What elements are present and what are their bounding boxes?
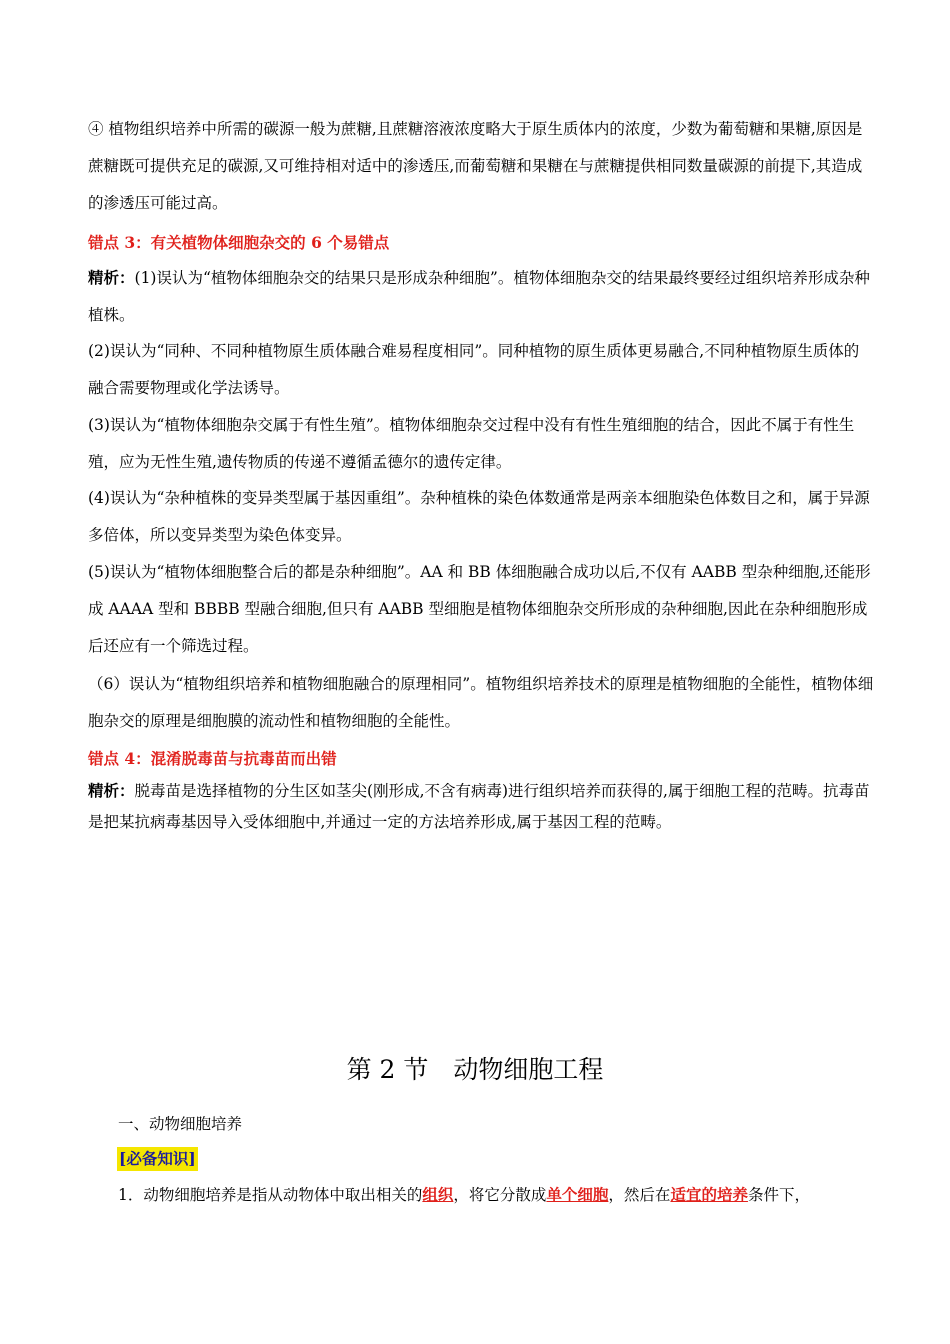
required-knowledge-tag: [必备知识] — [117, 1147, 198, 1171]
subsection-heading: 一、动物细胞培养 — [118, 1115, 243, 1133]
analysis-text: 脱毒苗是选择植物的分生区如茎尖(刚形成,不含有病毒)进行组织培养而获得的,属于细胞工程的范畴。抗毒苗是把某抗病毒基因导入受体细胞中,并通过一定的方法培养形成,属于基因工程的范畴。 — [88, 782, 870, 831]
keyword-tissue: 组织 — [422, 1185, 454, 1204]
keyword-culture-conditions: 适宜的培养 — [670, 1185, 748, 1204]
error-point-3-item-2: (2)误认为“同种、不同种植物原生质体融合难易程度相同”。同种植物的原生质体更易融合,不同种植物原生质体的融合需要物理或化学法诱导。 — [88, 342, 860, 397]
error-point-4-title: 错点 4：混淆脱毒苗与抗毒苗而出错 — [88, 749, 337, 768]
text-segment: ，将它分散成 — [453, 1186, 547, 1204]
section-title: 第 2 节 动物细胞工程 — [346, 1055, 604, 1084]
error-point-3-item-3: (3)误认为“植物体细胞杂交属于有性生殖”。植物体细胞杂交过程中没有有性生殖细胞的结合，因此不属于有性生殖，应为无性生殖,遗传物质的传递不遵循孟德尔的遗传定律。 — [88, 416, 855, 471]
paragraph-cell-culture-definition — [118, 1178, 878, 1212]
text-segment: 1．动物细胞培养是指从动物体中取出相关的 — [118, 1186, 423, 1204]
text-segment: ，然后在 — [608, 1186, 671, 1204]
error-point-4-analysis — [88, 775, 874, 838]
text-segment: 条件下， — [747, 1186, 810, 1204]
item-1-text: (1)误认为“植物体细胞杂交的结果只是形成杂种细胞”。植物体细胞杂交的结果最终要经过组织培养形成杂种植株。 — [88, 269, 870, 324]
error-point-4-heading — [88, 740, 874, 778]
paragraph-carbon-source: ④ 植物组织培养中所需的碳源一般为蔗糖,且蔗糖溶液浓度略大于原生质体内的浓度，少数为葡萄糖和果糖,原因是蔗糖既可提供充足的碳源,又可维持相对适中的渗透压,而葡萄糖和果糖在与蔗糖提供相同数量碳源的前提下,其造成的渗透压可能过高。 — [88, 120, 863, 212]
keyword-single-cell: 单个细胞 — [546, 1185, 609, 1204]
error-point-3-item-1 — [88, 259, 874, 334]
error-point-3-item-4: (4)误认为“杂种植株的变异类型属于基因重组”。杂种植株的染色体数通常是两亲本细胞染色体数目之和，属于异源多倍体，所以变异类型为染色体变异。 — [88, 489, 870, 544]
error-point-3-heading — [88, 224, 874, 262]
error-point-3-item-6: （6）误认为“植物组织培养和植物细胞融合的原理相同”。植物组织培养技术的原理是植物细胞的全能性，植物体细胞杂交的原理是细胞膜的流动性和植物细胞的全能性。 — [88, 675, 874, 730]
analysis-label: 精析： — [88, 781, 135, 800]
error-point-3-title: 错点 3：有关植物体细胞杂交的 6 个易错点 — [88, 233, 390, 252]
analysis-label: 精析： — [88, 268, 135, 287]
error-point-3-item-5: (5)误认为“植物体细胞整合后的都是杂种细胞”。AA 和 BB 体细胞融合成功以后,不仅有 AABB 型杂种细胞,还能形成 AAAA 型和 BBBB 型融合细胞,但只有 AABB 型细胞是植物体细胞杂交所形成的杂种细胞,因此在杂种细胞形成后还应有一个筛选过程。 — [88, 563, 871, 655]
